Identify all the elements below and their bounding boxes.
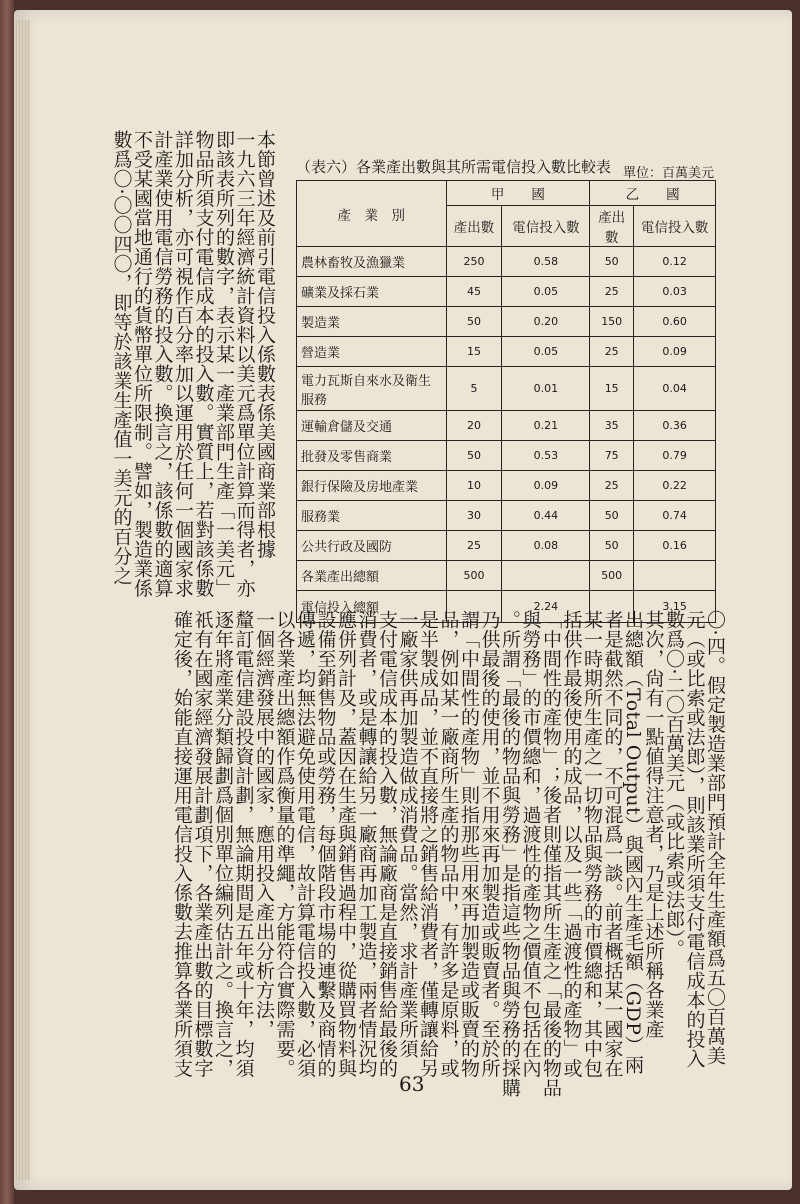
text-line: 謂「中間性的產物」則指那些用來再加製造或販賣的物 [458,610,480,1078]
table-row [297,411,716,441]
text-line: 品，例如某一廠商所生產的物品中，有許多是原料，或 [437,610,460,1078]
table-unit: 單位：百萬美元 [622,166,714,181]
text-line: 是半製成品，並不直接將之銷售給消費者，僅轉讓給另 [417,610,439,1078]
cell-b-input: 0.16 [634,531,716,561]
cell-b-input: 3.15 [634,591,716,623]
text-line: 〇·四。假定製造業部門預計全年生產額爲五〇百萬美 [704,610,726,1066]
text-line: 支付電信成本的投入數，無論廠商是直接銷售給最後的 [376,610,398,1078]
row-category: 製造業 [297,307,447,337]
table-row [297,277,716,307]
text-line: 與勞務」的市價總和，過渡性的產物之價值不包括在內 [519,610,542,1078]
table-row [297,561,716,591]
cell-a-output: 250 [446,247,502,277]
table-row [297,337,716,367]
cell-a-output: 5 [446,367,502,411]
text-line: 一個經濟發展中的國家，應用投入產出分析方法， [253,610,275,1039]
comparison-table [296,180,716,623]
header-country-a: 甲 國 [446,181,590,206]
cell-b-output: 500 [590,561,634,591]
cell-a-output: 500 [446,561,502,591]
row-category: 批發及零售商業 [297,441,447,471]
text-line: 一九六三年經濟統計資料以美元爲單位計算而得者，亦 [233,130,256,598]
header-b-output: 產出數 [590,206,634,247]
cell-a-input: 0.20 [502,307,590,337]
cell-a-input: 0.05 [502,337,590,367]
text-line: 逐年將產業分類歸劃爲個別單位編列估計之。換言之， [212,610,234,1078]
text-line: 某一時期所生產之一切物品與勞務的市價總和，其中包 [581,610,603,1078]
cell-a-output: 20 [446,411,502,441]
table-title: （表六）各業產出數與其所需電信投入數比較表 [296,158,612,176]
cell-a-input: 0.21 [502,411,590,441]
row-category: 營造業 [297,337,447,367]
text-line: 「中間性的產物」；後者則僅指其所生產之「最後的物品 [540,610,562,1098]
cell-a-input: 0.09 [502,471,590,501]
cell-a-output: 10 [446,471,502,501]
row-category: 服務業 [297,501,447,531]
cell-a-output: 15 [446,337,502,367]
text-line: 確定後，始能直接運用電信投入係數去推算各業所須支 [171,610,193,1078]
cell-b-output: 25 [590,471,634,501]
text-line: 以各業產出總額作爲衡量的準繩，方能符合實際需要。 [273,610,296,1078]
text-line: 本節曾述及前引電信投入係數表係美國商業部根據 [254,130,276,559]
row-category: 電信投入總額 [297,591,447,623]
table-title-row [296,152,722,180]
book-spine [0,0,14,1204]
cell-a-output: 25 [446,531,502,561]
table-row [297,247,716,277]
table-row [297,531,716,561]
table-row [297,307,716,337]
text-line: 即該表所列的數字，表示某一產業部門生產「一美元」 [213,130,235,598]
cell-b-input: 0.36 [634,411,716,441]
cell-a-input [502,561,590,591]
text-line: 數爲〇·二〇百萬美元（或比索或法郎）。 [663,610,685,959]
header-b-input: 電信投入數 [634,206,716,247]
cell-a-input: 0.08 [502,531,590,561]
row-category: 礦業及採石業 [297,277,447,307]
cell-b-input: 0.12 [634,247,716,277]
header-category: 產 業 別 [297,181,447,247]
text-line: 設備至銷售物品或勞務，每個階段市場的連繫及商情的 [314,610,337,1078]
row-category: 公共行政及國防 [297,531,447,561]
text-line: 消費者，或是轉讓給另一廠商再加工製造，兩者情況均 [355,610,378,1078]
text-line: 物品所須支付電信成本的投入數。實質上，若對該係數 [192,130,215,598]
cell-b-output: 50 [590,247,634,277]
cell-a-input: 0.01 [502,367,590,411]
text-line: 。所謂「最後的物品與勞務」是指這些物品與勞務的採購 [499,610,521,1098]
cell-a-input: 0.44 [502,501,590,531]
cell-b-output: 150 [590,307,634,337]
cell-b-output: 25 [590,337,634,367]
cell-a-output: 30 [446,501,502,531]
cell-b-output: 35 [590,411,634,441]
cell-b-input: 0.09 [634,337,716,367]
text-line: 祇有在國家經濟發展計劃項下，各業產出數的目標數字 [191,610,214,1078]
cell-b-output: 50 [590,501,634,531]
text-line: 其次，尙有一點値得注意者，乃是上述所稱各業產 [642,610,665,1039]
text-line: 詳加分析，亦可視作百分率加以運用於任何一個國家求 [172,130,194,598]
text-line: 者是截然不同的，不可混爲一談。前者概括某一國家在 [601,610,624,1078]
text-line: 傳遞，均無法避免使用電信，故計算電信投入數，必須 [294,610,316,1078]
cell-b-input: 0.60 [634,307,716,337]
row-category: 電力瓦斯自來水及衛生服務 [297,367,447,411]
text-line: 應併列計及，蓋因在生產與銷售過程中，從購買物料與 [335,610,357,1078]
cell-a-output: 50 [446,307,502,337]
header-a-input: 電信投入數 [502,206,590,247]
header-a-output: 產出數 [446,206,502,247]
text-line: 元（或比索或法郎），則該業所須支付電信成本的投入 [683,610,706,1069]
text-line: 乃供最後的使用，並不用來再加製造或販賣者。至於所 [478,610,501,1078]
cell-a-input: 2.24 [502,591,590,623]
comparison-table-block [296,152,722,623]
cell-b-input [634,561,716,591]
cell-a-output: 50 [446,441,502,471]
cell-b-input: 0.04 [634,367,716,411]
text-line: 不受某國當地通行的貨幣單位所限制。譬如，製造業係 [131,130,153,598]
table-row [297,367,716,411]
cell-a-input: 0.05 [502,277,590,307]
header-country-b: 乙 國 [590,181,716,206]
text-line: 計產業使用電信勞務的投入數。換言之，該係數的適算 [151,130,174,598]
row-category: 運輸倉儲及交通 [297,411,447,441]
cell-b-output: 50 [590,531,634,561]
row-category: 銀行保險及房地產業 [297,471,447,501]
text-line: 一廠家供再加製造做成消費品。當然，求計產業所須 [396,610,419,1059]
table-row [297,501,716,531]
cell-b-output: 75 [590,441,634,471]
cell-a-input: 0.53 [502,441,590,471]
text-line: 數爲〇·〇〇四〇，即等於該業生產值一美元的百分之 [110,130,133,586]
text-line: 釐訂電信建設投資計劃，無論期間是五年或十年，均須 [232,610,255,1078]
cell-b-output: 15 [590,367,634,411]
text-column-top [95,130,275,600]
row-category: 農林畜牧及漁獵業 [297,247,447,277]
cell-b-input: 0.74 [634,501,716,531]
row-category: 各業產出總額 [297,561,447,591]
text-line: 括供作最後使用的成品，以及一些「過渡性的產物」或 [560,610,583,1078]
table-row [297,441,716,471]
text-line: 出總額（Total Output）與國內生產毛額（GDP）兩 [622,610,644,1075]
cell-b-input: 0.79 [634,441,716,471]
cell-a-output: 45 [446,277,502,307]
cell-b-input: 0.22 [634,471,716,501]
page-edges [14,20,30,1180]
table-row [297,471,716,501]
cell-b-output: 25 [590,277,634,307]
cell-b-input: 0.03 [634,277,716,307]
cell-a-input: 0.58 [502,247,590,277]
page-number: 63 [399,1072,425,1096]
